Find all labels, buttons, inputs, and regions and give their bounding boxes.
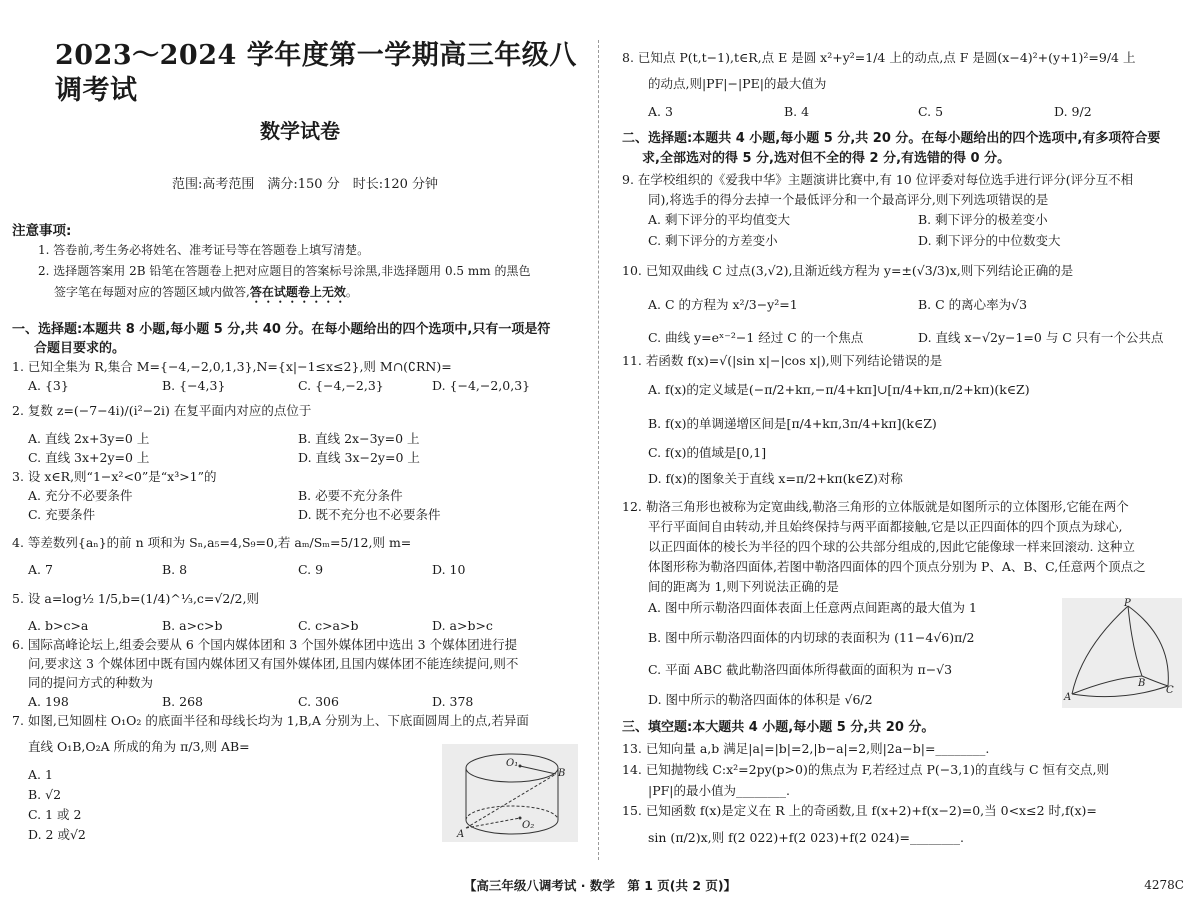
q10-option-d: D. 直线 x−√2y−1=0 与 C 只有一个公共点 bbox=[918, 330, 1164, 345]
question-13: 13. 已知向量 a,b 满足|a|=|b|=2,|b−a|=2,则|2a−b|=________. bbox=[622, 741, 990, 756]
reuleaux-tetrahedron-figure bbox=[1062, 598, 1182, 708]
question-7-cont: 直线 O₁B,O₂A 所成的角为 π/3,则 AB= bbox=[28, 739, 250, 754]
question-14: 14. 已知抛物线 C:x²=2py(p>0)的焦点为 F,若经过点 P(−3,1)的直线与 C 恒有交点,则 bbox=[622, 762, 1109, 777]
q6-option-a: A. 198 bbox=[28, 694, 69, 709]
q5-option-d: D. a>b>c bbox=[432, 618, 493, 633]
q1-option-c: C. {−4,−2,3} bbox=[298, 378, 384, 393]
question-12-cont4: 间的距离为 1,则下列说法正确的是 bbox=[648, 579, 839, 594]
subject-title: 数学试卷 bbox=[260, 119, 340, 143]
question-15: 15. 已知函数 f(x)是定义在 R 上的奇函数,且 f(x+2)+f(x−2)=0,当 0<x≤2 时,f(x)= bbox=[622, 803, 1097, 818]
label-c: C bbox=[1166, 685, 1174, 696]
q9-option-c: C. 剩下评分的方差变小 bbox=[648, 233, 778, 248]
right-column bbox=[620, 0, 1192, 870]
question-12-cont3: 体图形称为勒洛四面体,若图中勒洛四面体的四个顶点分别为 P、A、B、C,任意两个顶点之 bbox=[648, 559, 1146, 574]
question-9-cont: 同),将选手的得分去掉一个最低评分和一个最高评分,则下列选项错误的是 bbox=[648, 192, 1049, 207]
question-6: 6. 国际高峰论坛上,组委会要从 6 个国内媒体团和 3 个国外媒体团中选出 3 个媒体团进行提 bbox=[12, 637, 518, 652]
question-12-cont: 平行平面间自由转动,并且始终保持与两平面都接触,它是以正四面体的四个顶点为球心, bbox=[648, 519, 1123, 534]
exam-meta: 范围:高考范围 满分:150 分 时长:120 分钟 bbox=[171, 177, 439, 192]
q8-option-a: A. 3 bbox=[648, 104, 673, 119]
question-6-cont: 问,要求这 3 个媒体团中既有国内媒体团又有国外媒体团,且国内媒体团不能连续提问,则不 bbox=[28, 656, 519, 671]
section-2-heading: 二、选择题:本题共 4 小题,每小题 5 分,共 20 分。在每小题给出的四个选项中,有多项符合要 bbox=[622, 131, 1161, 146]
q10-option-b: B. C 的离心率为√3 bbox=[918, 297, 1028, 312]
exam-title: 2023～2024 学年度第一学期高三年级八调考试 bbox=[55, 40, 577, 107]
q8-option-d: D. 9/2 bbox=[1054, 104, 1092, 119]
notice-item-2-cont bbox=[54, 285, 580, 306]
question-15-cont: sin (π/2)x,则 f(2 022)+f(2 023)+f(2 024)=________. bbox=[648, 830, 964, 845]
question-4: 4. 等差数列{aₙ}的前 n 项和为 Sₙ,a₅=4,S₉=0,若 aₘ/Sₘ=5/12,则 m= bbox=[12, 535, 412, 550]
cylinder-figure bbox=[442, 744, 578, 842]
question-12: 12. 勒洛三角形也被称为定宽曲线,勒洛三角形的立体版就是如图所示的立体图形,它能在两个 bbox=[622, 499, 1129, 514]
question-1: 1. 已知全集为 R,集合 M={−4,−2,0,1,3},N={x|−1≤x≤2},则 M∩(∁RN)= bbox=[12, 359, 452, 374]
question-11: 11. 若函数 f(x)=√(|sin x|−|cos x|),则下列结论错误的是 bbox=[622, 353, 943, 368]
q6-option-b: B. 268 bbox=[162, 694, 203, 709]
question-8-cont: 的动点,则|PF|−|PE|的最大值为 bbox=[648, 76, 827, 91]
q7-option-b: B. √2 bbox=[28, 787, 62, 802]
label-b: B bbox=[1138, 678, 1146, 689]
label-o1: O₁ bbox=[506, 758, 519, 769]
label-p: P bbox=[1124, 598, 1131, 609]
question-2: 2. 复数 z=(−7−4i)/(i²−2i) 在复平面内对应的点位于 bbox=[12, 403, 312, 418]
q10-option-a: A. C 的方程为 x²/3−y²=1 bbox=[648, 297, 798, 312]
notice-text: 签字笔在每题对应的答题区域内做答, bbox=[54, 285, 250, 299]
q1-option-b: B. {−4,3} bbox=[162, 378, 226, 393]
section-1-heading: 一、选择题:本题共 8 小题,每小题 5 分,共 40 分。在每小题给出的四个选项中,只有一项是符 bbox=[12, 322, 551, 337]
question-3: 3. 设 x∈R,则“1−x²<0”是“x³>1”的 bbox=[12, 469, 217, 484]
q4-option-d: D. 10 bbox=[432, 562, 466, 577]
q3-option-a: A. 充分不必要条件 bbox=[28, 488, 133, 503]
notice-item-1: 1. 答卷前,考生务必将姓名、准考证号等在答题卷上填写清楚。 bbox=[38, 243, 370, 257]
column-divider bbox=[598, 40, 599, 860]
notice-emphasis: 答在试题卷上无效 bbox=[249, 285, 346, 299]
q12-option-b: B. 图中所示勒洛四面体的内切球的表面积为 (11−4√6)π/2 bbox=[648, 630, 975, 645]
notice-heading: 注意事项: bbox=[12, 223, 72, 239]
section-3-heading: 三、填空题:本大题共 4 小题,每小题 5 分,共 20 分。 bbox=[622, 720, 935, 735]
question-8: 8. 已知点 P(t,t−1),t∈R,点 E 是圆 x²+y²=1/4 上的动点,点 F 是圆(x−4)²+(y+1)²=9/4 上 bbox=[622, 50, 1136, 65]
q7-option-d: D. 2 或√2 bbox=[28, 827, 86, 842]
label-a: A bbox=[1064, 692, 1072, 703]
q6-option-d: D. 378 bbox=[432, 694, 474, 709]
q2-option-a: A. 直线 2x+3y=0 上 bbox=[28, 431, 150, 446]
q7-option-c: C. 1 或 2 bbox=[28, 807, 82, 822]
q5-option-c: C. c>a>b bbox=[298, 618, 359, 633]
q9-option-a: A. 剩下评分的平均值变大 bbox=[648, 212, 790, 227]
q11-option-a: A. f(x)的定义域是(−π/2+kπ,−π/4+kπ]∪[π/4+kπ,π/2+kπ)(k∈Z) bbox=[648, 382, 1030, 397]
q2-option-d: D. 直线 3x−2y=0 上 bbox=[298, 450, 420, 465]
question-7: 7. 如图,已知圆柱 O₁O₂ 的底面半径和母线长均为 1,B,A 分别为上、下底面圆周上的点,若异面 bbox=[12, 713, 529, 728]
label-b: B bbox=[558, 768, 566, 779]
notice-period: 。 bbox=[345, 285, 358, 299]
label-a: A bbox=[457, 829, 465, 840]
left-column bbox=[10, 0, 580, 870]
q3-option-d: D. 既不充分也不必要条件 bbox=[298, 507, 441, 522]
notice-item-2: 2. 选择题答案用 2B 铅笔在答题卷上把对应题目的答案标号涂黑,非选择题用 0.5 mm 的黑色 bbox=[38, 264, 531, 278]
q4-option-b: B. 8 bbox=[162, 562, 188, 577]
q3-option-c: C. 充要条件 bbox=[28, 507, 96, 522]
q2-option-b: B. 直线 2x−3y=0 上 bbox=[298, 431, 420, 446]
q4-option-c: C. 9 bbox=[298, 562, 324, 577]
question-10: 10. 已知双曲线 C 过点(3,√2),且渐近线方程为 y=±(√3/3)x,则下列结论正确的是 bbox=[622, 263, 1074, 278]
page-footer: 【高三年级八调考试 · 数学 第 1 页(共 2 页)】 bbox=[463, 878, 737, 893]
q11-option-b: B. f(x)的单调递增区间是[π/4+kπ,3π/4+kπ](k∈Z) bbox=[648, 416, 937, 431]
q4-option-a: A. 7 bbox=[28, 562, 53, 577]
question-9: 9. 在学校组织的《爱我中华》主题演讲比赛中,有 10 位评委对每位选手进行评分(评分互不相 bbox=[622, 172, 1134, 187]
q9-option-d: D. 剩下评分的中位数变大 bbox=[918, 233, 1061, 248]
q5-option-b: B. a>c>b bbox=[162, 618, 223, 633]
q10-option-c: C. 曲线 y=eˣ⁻²−1 经过 C 的一个焦点 bbox=[648, 330, 864, 345]
q6-option-c: C. 306 bbox=[298, 694, 339, 709]
q2-option-c: C. 直线 3x+2y=0 上 bbox=[28, 450, 150, 465]
question-6-cont2: 同的提问方式的种数为 bbox=[28, 675, 154, 690]
q12-option-d: D. 图中所示的勒洛四面体的体积是 √6/2 bbox=[648, 692, 873, 707]
q12-option-a: A. 图中所示勒洛四面体表面上任意两点间距离的最大值为 1 bbox=[648, 600, 977, 615]
q3-option-b: B. 必要不充分条件 bbox=[298, 488, 403, 503]
q8-option-c: C. 5 bbox=[918, 104, 944, 119]
question-14-cont: |PF|的最小值为________. bbox=[648, 783, 790, 798]
point-o1 bbox=[519, 765, 522, 768]
question-12-cont2: 以正四面体的棱长为半径的四个球的公共部分组成的,因此它能像球一样来回滚动. 这种立 bbox=[648, 539, 1135, 554]
q11-option-d: D. f(x)的图象关于直线 x=π/2+kπ(k∈Z)对称 bbox=[648, 471, 903, 486]
label-o2: O₂ bbox=[522, 820, 535, 831]
q1-option-d: D. {−4,−2,0,3} bbox=[432, 378, 531, 393]
q9-option-b: B. 剩下评分的极差变小 bbox=[918, 212, 1048, 227]
q8-option-b: B. 4 bbox=[784, 104, 810, 119]
q7-option-a: A. 1 bbox=[28, 767, 53, 782]
q12-option-c: C. 平面 ABC 截此勒洛四面体所得截面的面积为 π−√3 bbox=[648, 662, 953, 677]
q11-option-c: C. f(x)的值域是[0,1] bbox=[648, 445, 767, 460]
section-2-heading-cont: 求,全部选对的得 5 分,选对但不全的得 2 分,有选错的得 0 分。 bbox=[642, 151, 1011, 166]
paper-code: 4278C bbox=[1144, 878, 1184, 892]
q1-option-a: A. {3} bbox=[28, 378, 69, 393]
question-5: 5. 设 a=log½ 1/5,b=(1/4)^⅓,c=√2/2,则 bbox=[12, 591, 259, 606]
section-1-heading-cont: 合题目要求的。 bbox=[34, 341, 126, 356]
q5-option-a: A. b>c>a bbox=[28, 618, 89, 633]
